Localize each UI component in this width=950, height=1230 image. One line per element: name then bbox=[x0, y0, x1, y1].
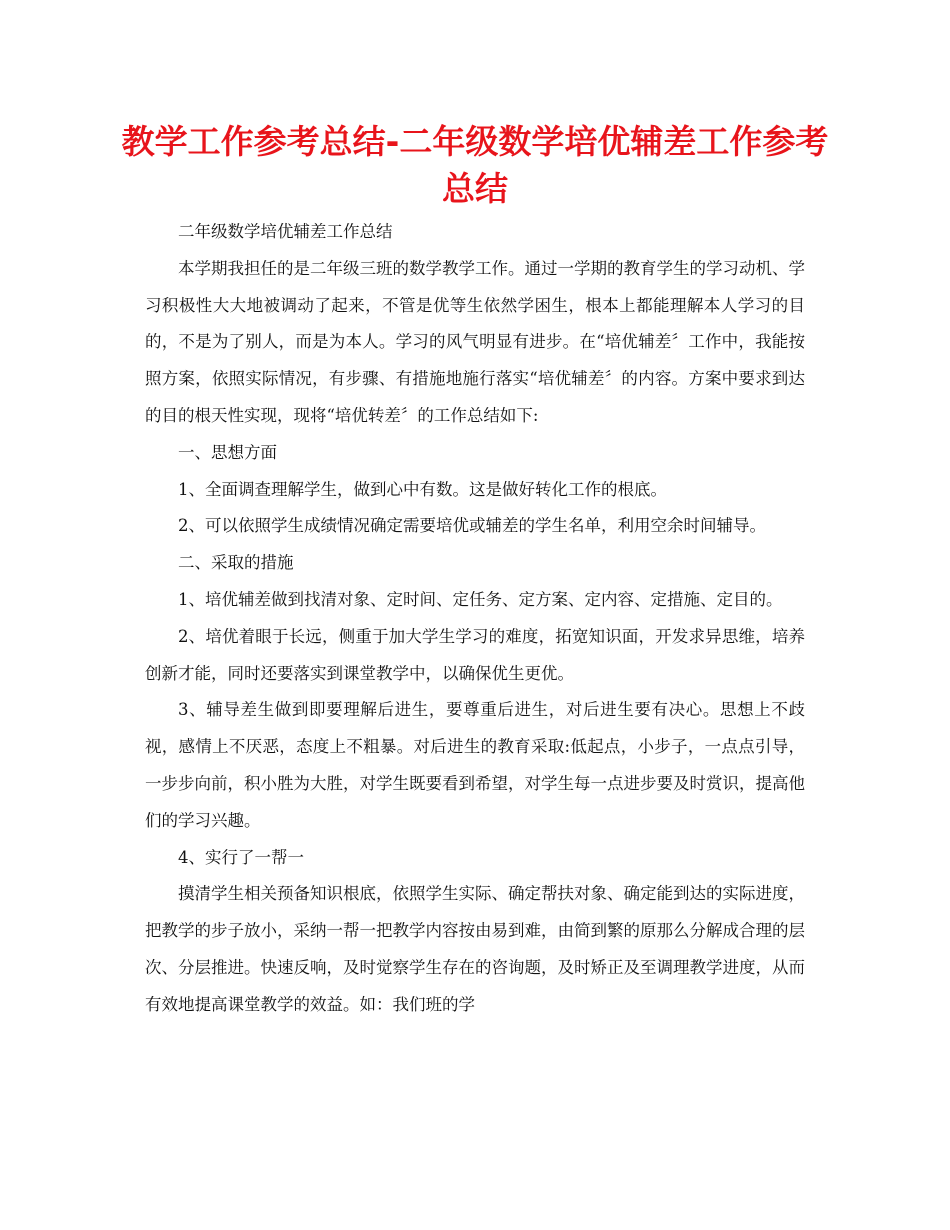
paragraph-measure-3: 3、辅导差生做到即要理解后进生，要尊重后进生，对后进生要有决心。思想上不歧视，感情上不厌恶，态度上不粗暴。对后进生的教育采取:低起点，小步子，一点点引导，一步步向前，积小胜为大胜，对学生既要看到希望，对学生每一点进步要及时赏识，提高他们的学习兴趣。 bbox=[145, 700, 805, 830]
paragraph-measure-4-body: 摸清学生相关预备知识根底，依照学生实际、确定帮扶对象、确定能到达的实际进度，把教学的步子放小，采纳一帮一把教学内容按由易到难，由简到繁的原那么分解成合理的层次、分层推进。快速反响，及时觉察学生存在的咨询题，及时矫正及至调理教学进度，从而有效地提高课堂教学的效益。如：我们班的学 bbox=[145, 884, 805, 1014]
section-heading-thought: 一、思想方面 bbox=[178, 442, 277, 462]
paragraph-thought-2: 2、可以依照学生成绩情况确定需要培优或辅差的学生名单，利用空余时间辅导。 bbox=[178, 516, 766, 536]
paragraph-measure-2: 2、培优着眼于长远，侧重于加大学生学习的难度，拓宽知识面，开发求异思维，培养创新才能，同时还要落实到课堂教学中，以确保优生更优。 bbox=[145, 626, 805, 683]
paragraph-measure-1: 1、培优辅差做到找清对象、定时间、定任务、定方案、定内容、定措施、定目的。 bbox=[178, 589, 783, 609]
paragraph-intro: 本学期我担任的是二年级三班的数学教学工作。通过一学期的教育学生的学习动机、学习积极性大大地被调动了起来，不管是优等生依然学困生，根本上都能理解本人学习的目的，不是为了别人，而是为本人。学习的风气明显有进步。在“培优辅差〞工作中，我能按照方案，依照实际情况，有步骤、有措施地施行落实“培优辅差〞的内容。方案中要求到达的目的根天性实现，现将“培优转差〞的工作总结如下: bbox=[145, 258, 805, 425]
paragraph-thought-1: 1、全面调查理解学生，做到心中有数。这是做好转化工作的根底。 bbox=[178, 479, 667, 499]
section-heading-measures: 二、采取的措施 bbox=[178, 553, 294, 573]
paragraph-measure-4-heading: 4、实行了一帮一 bbox=[178, 847, 304, 867]
document-title: 教学工作参考总结-二年级数学培优辅差工作参考总结 bbox=[121, 122, 829, 208]
paragraph-subtitle: 二年级数学培优辅差工作总结 bbox=[178, 222, 393, 241]
document-body bbox=[145, 214, 805, 1024]
